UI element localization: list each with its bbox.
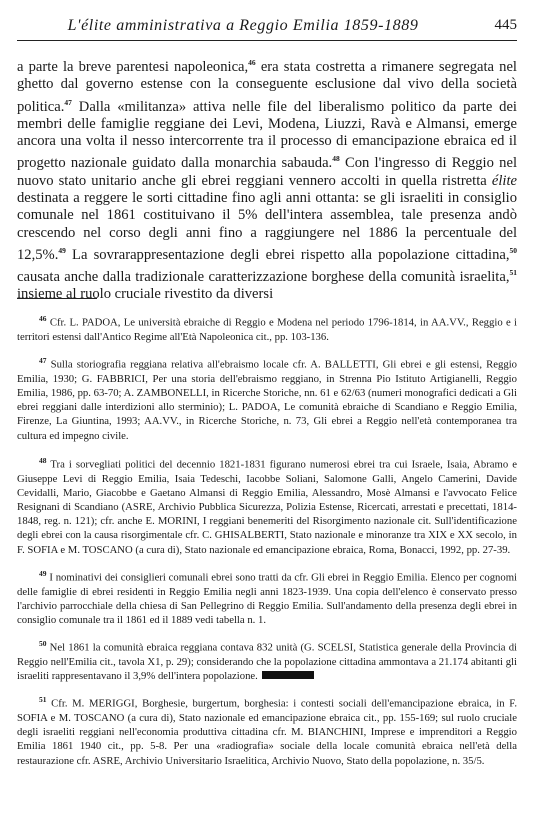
footnote-text: Cfr. L. PADOA, Le università ebraiche di Reggio e Modena nel periodo 1796-1814, in AA.VV., Reggio e i territori estensi dall'Antico Regime all'Età Napoleonica cit., pp. 103-136. bbox=[17, 316, 517, 343]
body-paragraph bbox=[17, 54, 517, 304]
body-text-run: causata anche dalla tradizionale caratterizzazione borghese della comunità israelita, bbox=[17, 269, 510, 286]
footnote-text: Tra i sorvegliati politici del decennio 1821-1831 figurano numerosi ebrei tra cui Israele, Isaia, Abramo e Giuseppe Levi di Reggio Emilia, Isaia Tedeschi, Iacobbe Soliani, Salomone Galli, Angelo Camerini, Davide Cevidalli, Mario, Giacobbe e Gaetano Almansi di Reggio Emilia, Alessandro, Mosè Almansi e l'avvocato Felice Resignani di Scandiano (ASRE, Archivio Pubblica Sicurezza, Polizia Estense, Ricercati, arrestati e precettati, 1814-1848, reg. n. 121); cfr. anche E. MORINI, I reggiani benemeriti del Risorgimento nazionale cit. Sull'identificazione degli ebrei con la causa risorgimentale cfr. C. GHISALBERTI, Stato nazionale e minoranze tra XIX e XX secolo, in F. SOFIA e M. TOSCANO (a cura di), Stato nazionale ed emancipazione ebraica, Roma, Bonacci, 1992, pp. 27-39. bbox=[17, 458, 517, 556]
body-text bbox=[17, 54, 517, 304]
footnote-text: Cfr. M. MERIGGI, Borghesie, burgertum, borghesia: i contesti sociali dell'emancipazione ebraica, in F. SOFIA e M. TOSCANO (a cura di), Stato nazionale ed emancipazione ebraica cit., pp. 155-169; sul ruolo cruciale degli israeliti reggiani nell'economia produttiva cittadina cfr. M. BIANCHINI, Imprese e imprenditori a Reggio Emilia 1861 1940 cit., pp. 5-8. Per una «radiografia» sociale della locale comunità ebraica nell'età della restaurazione cfr. ASRE, Archivio Universitario Israelitica, Archivio Nuovo, Stato della popolazione, n. 35/5. bbox=[17, 697, 517, 767]
footnote-ref: 46 bbox=[248, 58, 256, 67]
body-text-run: era stata costretta a rimanere segregata nel ghetto dal governo estense con la conseguente esclusione dal vivo della società politica. bbox=[17, 58, 517, 115]
body-text-run-italic: élite bbox=[491, 172, 517, 189]
footnote-text: Sulla storiografia reggiana relativa all'ebraismo locale cfr. A. BALLETTI, Gli ebrei e gli estensi, Reggio Emilia, 1930; G. FABBRICI, Per una storia dell'ebraismo reggiano, in Strenna Pio Istituto Artigianelli, Reggio Emilia, 1986, pp. 63-70; A. ZAMBONELLI, in Ricerche Storiche, nn. 61 e 62/63 (numeri monografici dedicati a Gli ebrei reggiani dalle interdizioni allo sterminio); L. PADOA, Le comunità ebraiche di Scandiano e Reggio Emilia, Firenze, La Giuntina, 1993; AA.VV., in Ricerche Storiche, n. 73, Gli ebrei a Reggio nell'età contemporanea tra cultura ed impegno civile. bbox=[17, 358, 518, 442]
footnote-50 bbox=[17, 637, 517, 683]
body-text-run: Dalla «militanza» attiva nelle file del liberalismo politico da parte dei membri delle famiglie reggiane dei Levi, Modena, Liuzzi, Ravà e Almansi, emerge ancora una volta il nesso intercorrente tra il processo di emancipazione ebraica ed il progetto nazionale guidato dalla monarchia sabauda. bbox=[17, 98, 517, 172]
footnote-46 bbox=[17, 312, 517, 344]
footnote-ref: 50 bbox=[509, 246, 517, 256]
redaction-mark bbox=[262, 671, 314, 679]
footnote-51 bbox=[17, 693, 517, 768]
footnote-number: 47 bbox=[39, 355, 47, 365]
footnote-number: 48 bbox=[39, 455, 47, 465]
body-text-run: La sovrarappresentazione degli ebrei rispetto alla popolazione cittadina, bbox=[65, 246, 510, 263]
body-text-run: destinata a reggere le sorti cittadine fino agli anni ottanta: se gli israeliti in consiglio comunale nel 1861 costituivano il 5% dell'intera assemblea, tale presenza andò crescendo nel corso degli anni fino a raggiungere nel 1886 la percentuale del 12,5%. bbox=[17, 189, 517, 263]
footnote-ref: 51 bbox=[509, 268, 517, 278]
body-text-run: Con l'ingresso di Reggio nel nuovo stato unitario anche gli ebrei reggiani vennero accolti in quella ristretta bbox=[17, 155, 517, 189]
running-title: L'élite amministrativa a Reggio Emilia 1859-1889 bbox=[67, 17, 419, 34]
footnote-ref: 48 bbox=[332, 154, 340, 164]
body-text-run: a parte la breve parentesi napoleonica, bbox=[17, 58, 249, 75]
footnote-text: Nel 1861 la comunità ebraica reggiana contava 832 unità (G. SCELSI, Statistica generale della Provincia di Reggio nell'Emilia cit., tavola X1, p. 29); considerando che la popolazione cittadina ammontava a 21.174 abitanti gli israeliti rappresentavano il 3,9% dell'intera popolazione. bbox=[17, 641, 518, 683]
footnote-number: 51 bbox=[39, 695, 47, 705]
footnote-number: 49 bbox=[39, 568, 47, 578]
footnote-48 bbox=[17, 454, 517, 557]
footnote-49 bbox=[17, 567, 517, 627]
footnote-ref: 49 bbox=[58, 246, 66, 256]
running-header bbox=[17, 12, 517, 40]
footnote-number: 46 bbox=[39, 314, 47, 323]
footnote-rule bbox=[17, 298, 97, 299]
footnote-text: I nominativi dei consiglieri comunali ebrei sono tratti da cfr. Gli ebrei in Reggio Emilia. Elenco per cognomi delle famiglie di ebrei residenti in Reggio Emilia negli anni 1823-1939. Una copia dell'elenco è conservato presso l'archivio parrocchiale della chiesa di San Pellegrino di Reggio Emilia. Sull'andamento della presenza degli ebrei in consiglio comunale tra il 1861 ed il 1889 vedi tabella n. 1. bbox=[17, 571, 518, 626]
body-text-run: insieme al ruolo cruciale rivestito da diversi bbox=[17, 286, 274, 303]
footnote-47 bbox=[17, 354, 517, 443]
footnote-number: 50 bbox=[39, 639, 47, 649]
footnotes bbox=[17, 312, 517, 778]
footnote-ref: 47 bbox=[64, 97, 72, 107]
page-number: 445 bbox=[494, 17, 517, 33]
header-rule bbox=[17, 40, 517, 41]
